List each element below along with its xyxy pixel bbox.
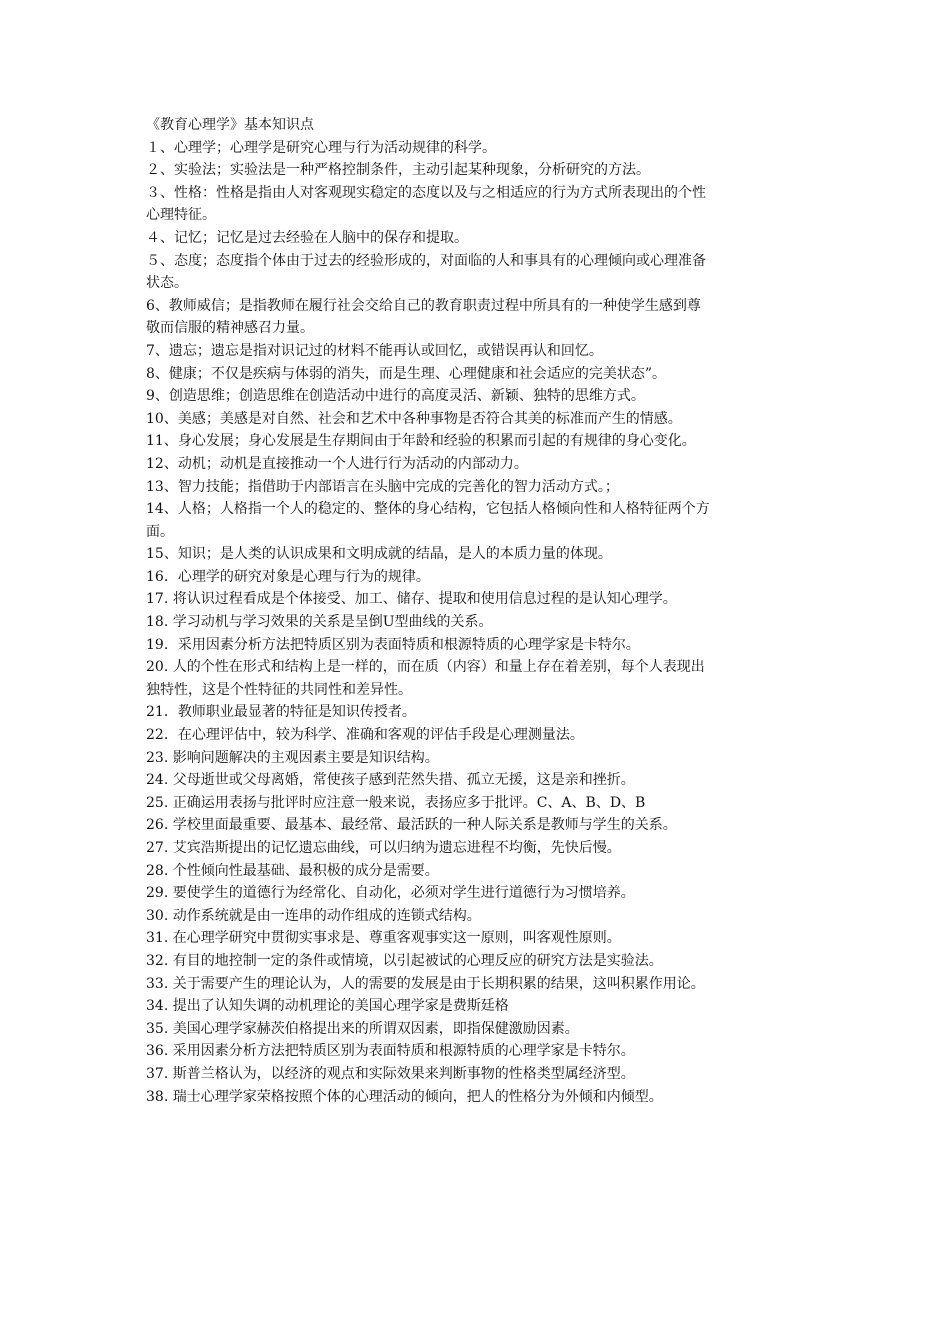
knowledge-point-line: 9、创造思维；创造思维在创造活动中进行的高度灵活、新颖、独特的思维方式。 [146, 388, 645, 405]
knowledge-point-line: 10、美感；美感是对自然、社会和艺术中各种事物是否符合其美的标准而产生的情感。 [146, 410, 682, 427]
knowledge-point-line: １、心理学；心理学是研究心理与行为活动规律的科学。 [146, 139, 496, 156]
knowledge-point-line: ５、态度；态度指个体由于过去的经验形成的，对面临的人和事具有的心理倾向或心理准备 [146, 252, 706, 269]
knowledge-point-line: 29. 要使学生的道德行为经常化、自动化，必须对学生进行道德行为习惯培养。 [146, 885, 635, 902]
knowledge-point-list [146, 137, 814, 1109]
knowledge-point-line: 21．教师职业最显著的特征是知识传授者。 [146, 704, 416, 721]
knowledge-point-line: 16．心理学的研究对象是心理与行为的规律。 [146, 568, 430, 585]
knowledge-point-line: 35. 美国心理学家赫茨伯格提出来的所谓双因素，即指保健激励因素。 [146, 1020, 579, 1037]
knowledge-point-line: 25. 正确运用表扬与批评时应注意一般来说，表扬应多于批评。C、A、B、D、B [146, 794, 646, 811]
knowledge-point-line: 敬而信服的精神感召力量。 [146, 320, 314, 337]
knowledge-point-line: 12、动机；动机是直接推动一个人进行行为活动的内部动力。 [146, 455, 528, 472]
knowledge-point-line: 24. 父母逝世或父母离婚，常使孩子感到茫然失措、孤立无援，这是亲和挫折。 [146, 772, 635, 789]
knowledge-point-line: 13、智力技能；指借助于内部语言在头脑中完成的完善化的智力活动方式。； [146, 478, 619, 495]
knowledge-point-line: ３、性格：性格是指由人对客观现实稳定的态度以及与之相适应的行为方式所表现出的个性 [146, 184, 706, 201]
document-body [146, 114, 814, 1108]
document-title: 《教育心理学》基本知识点 [146, 117, 314, 133]
knowledge-point-line: 28. 个性倾向性最基础、最积极的成分是需要。 [146, 862, 439, 879]
knowledge-point-line: 37. 斯普兰格认为，以经济的观点和实际效果来判断事物的性格类型属经济型。 [146, 1065, 635, 1082]
knowledge-point-line: 19．采用因素分析方法把特质区别为表面特质和根源特质的心理学家是卡特尔。 [146, 636, 640, 653]
knowledge-point-line: 22．在心理评估中，较为科学、准确和客观的评估手段是心理测量法。 [146, 727, 584, 744]
knowledge-point-line: 7、遗忘；遗忘是指对识记过的材料不能再认或回忆，或错误再认和回忆。 [146, 342, 603, 359]
knowledge-point-line: 15、知识；是人类的认识成果和文明成就的结晶，是人的本质力量的体现。 [146, 546, 612, 563]
knowledge-point-line: 36. 采用因素分析方法把特质区别为表面特质和根源特质的心理学家是卡特尔。 [146, 1043, 635, 1060]
knowledge-point-line: 6、教师威信；是指教师在履行社会交给自己的教育职责过程中所具有的一种使学生感到尊 [146, 297, 701, 314]
knowledge-point-line: ２、实验法；实验法是一种严格控制条件，主动引起某种现象，分析研究的方法。 [146, 162, 650, 179]
knowledge-point-line: 33. 关于需要产生的理论认为，人的需要的发展是由于长期积累的结果，这叫积累作用论。 [146, 975, 705, 992]
knowledge-point-line: 8、健康；不仅是疾病与体弱的消失，而是生理、心理健康和社会适应的完美状态”。 [146, 365, 667, 382]
knowledge-point-line: 23. 影响问题解决的主观因素主要是知识结构。 [146, 749, 439, 766]
knowledge-point-line: 独特性，这是个性特征的共同性和差异性。 [146, 681, 412, 698]
knowledge-point-line: 11、身心发展；身心发展是生存期间由于年龄和经验的积累而引起的有规律的身心变化。 [146, 433, 696, 450]
knowledge-point-line: 14、人格；人格指一个人的稳定的、整体的身心结构，它包括人格倾向性和人格特征两个方 [146, 501, 710, 518]
knowledge-point-line: 31. 在心理学研究中贯彻实事求是、尊重客观事实这一原则，叫客观性原则。 [146, 930, 621, 947]
knowledge-point-line: 面。 [146, 523, 174, 540]
knowledge-point-line: 32. 有目的地控制一定的条件或情境，以引起被试的心理反应的研究方法是实验法。 [146, 952, 663, 969]
knowledge-point-line: 心理特征。 [146, 207, 216, 224]
knowledge-point-line: 20. 人的个性在形式和结构上是一样的，而在质（内容）和量上存在着差别，每个人表现出 [146, 659, 705, 676]
knowledge-point-line: 27. 艾宾浩斯提出的记忆遗忘曲线，可以归纳为遗忘进程不均衡，先快后慢。 [146, 840, 621, 856]
knowledge-point-line: ４、记忆；记忆是过去经验在人脑中的保存和提取。 [146, 229, 468, 246]
knowledge-point-line: 26. 学校里面最重要、最基本、最经常、最活跃的一种人际关系是教师与学生的关系。 [146, 817, 677, 834]
knowledge-point-line: 38. 瑞士心理学家荣格按照个体的心理活动的倾向，把人的性格分为外倾和内倾型。 [146, 1088, 663, 1105]
knowledge-point-line: 状态。 [146, 275, 188, 292]
knowledge-point-line: 17. 将认识过程看成是个体接受、加工、储存、提取和使用信息过程的是认知心理学。 [146, 591, 677, 608]
knowledge-point-line: 18. 学习动机与学习效果的关系是呈倒U型曲线的关系。 [146, 614, 493, 631]
knowledge-point-line: 34. 提出了认知失调的动机理论的美国心理学家是费斯廷格 [146, 998, 509, 1015]
knowledge-point-line: 30. 动作系统就是由一连串的动作组成的连锁式结构。 [146, 907, 481, 924]
